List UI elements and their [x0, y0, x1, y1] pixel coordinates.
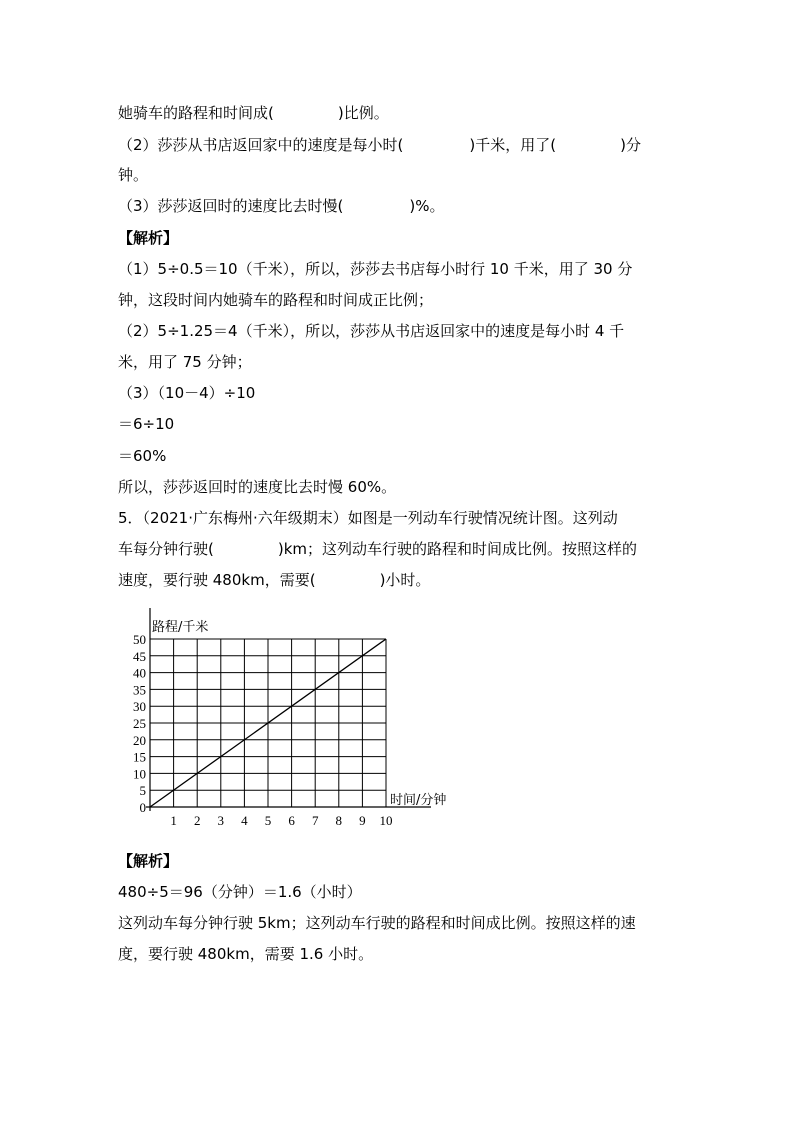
solution-line: 这列动车每分钟行驶 5km；这列动车行驶的路程和时间成比例。按照这样的速 [118, 914, 636, 932]
text: 车每分钟行驶( [118, 540, 214, 558]
y-tick-label: 25 [133, 716, 146, 731]
solution-heading: 【解析】 [118, 852, 179, 870]
y-tick-label: 50 [133, 632, 146, 647]
solution-line: （2）5÷1.25＝4（千米），所以，莎莎从书店返回家中的速度是每小时 4 千 [118, 322, 625, 340]
y-tick-label: 20 [133, 732, 146, 748]
x-tick-label: 5 [264, 813, 272, 828]
text: )分 [620, 136, 641, 154]
solution-line: 钟，这段时间内她骑车的路程和时间成正比例； [118, 291, 434, 309]
x-axis-label: 时间/分钟 [390, 793, 447, 808]
distance-time-chart [108, 606, 448, 836]
chart-axes [146, 608, 431, 811]
y-tick-label: 10 [133, 766, 146, 782]
y-tick-label: 45 [133, 648, 146, 664]
text: )%。 [409, 197, 445, 215]
text: （2）莎莎从书店返回家中的速度是每小时( [118, 136, 404, 154]
q5-line-3 [118, 570, 430, 590]
solution-line: 米，用了 75 分钟； [118, 353, 252, 371]
solution-line: （3）（10－4）÷10 [118, 384, 256, 402]
q5-line-1: 5．（2021·广东梅州·六年级期末）如图是一列动车行驶情况统计图。这列动 [118, 509, 618, 527]
y-tick-label: 15 [133, 749, 146, 765]
y-tick-label: 5 [139, 783, 146, 799]
text: )比例。 [337, 104, 389, 122]
q4-part-2-cont: 钟。 [118, 166, 149, 184]
solution-line: 所以，莎莎返回时的速度比去时慢 60%。 [118, 478, 397, 496]
y-tick-label: 30 [133, 699, 146, 715]
y-tick-label: 35 [133, 682, 146, 698]
y-tick-label: 0 [139, 800, 146, 815]
x-tick-label: 6 [288, 813, 295, 828]
text: 速度，要行驶 480km，需要( [118, 571, 316, 589]
x-tick-label: 9 [359, 813, 366, 828]
text: （3）莎莎返回时的速度比去时慢( [118, 197, 344, 215]
q4-line-0 [118, 103, 389, 123]
x-tick-label: 2 [193, 813, 201, 828]
solution-line: ＝6÷10 [118, 415, 175, 433]
q4-part-2 [118, 135, 641, 155]
text: )千米，用了( [469, 136, 557, 154]
text: )km；这列动车行驶的路程和时间成比例。按照这样的 [277, 540, 638, 558]
x-tick-label: 1 [170, 813, 177, 828]
y-tick-label: 40 [133, 665, 146, 681]
solution-line: 度，要行驶 480km，需要 1.6 小时。 [118, 945, 374, 963]
y-axis-label: 路程/千米 [152, 620, 209, 635]
x-tick-label: 3 [217, 813, 225, 828]
x-tick-label: 7 [311, 813, 319, 828]
solution-line: （1）5÷0.5＝10（千米），所以，莎莎去书店每小时行 10 千米，用了 30 分 [118, 260, 633, 278]
x-tick-label: 10 [379, 813, 393, 828]
q4-part-3 [118, 196, 445, 216]
text: 她骑车的路程和时间成( [118, 104, 274, 122]
x-tick-label: 4 [241, 813, 248, 828]
solution-line: ＝60% [118, 447, 167, 465]
solution-line: 480÷5＝96（分钟）＝1.6（小时） [118, 883, 362, 901]
text: )小时。 [379, 571, 431, 589]
solution-heading: 【解析】 [118, 229, 179, 247]
x-tick-label: 8 [335, 813, 343, 828]
q5-line-2 [118, 539, 637, 559]
